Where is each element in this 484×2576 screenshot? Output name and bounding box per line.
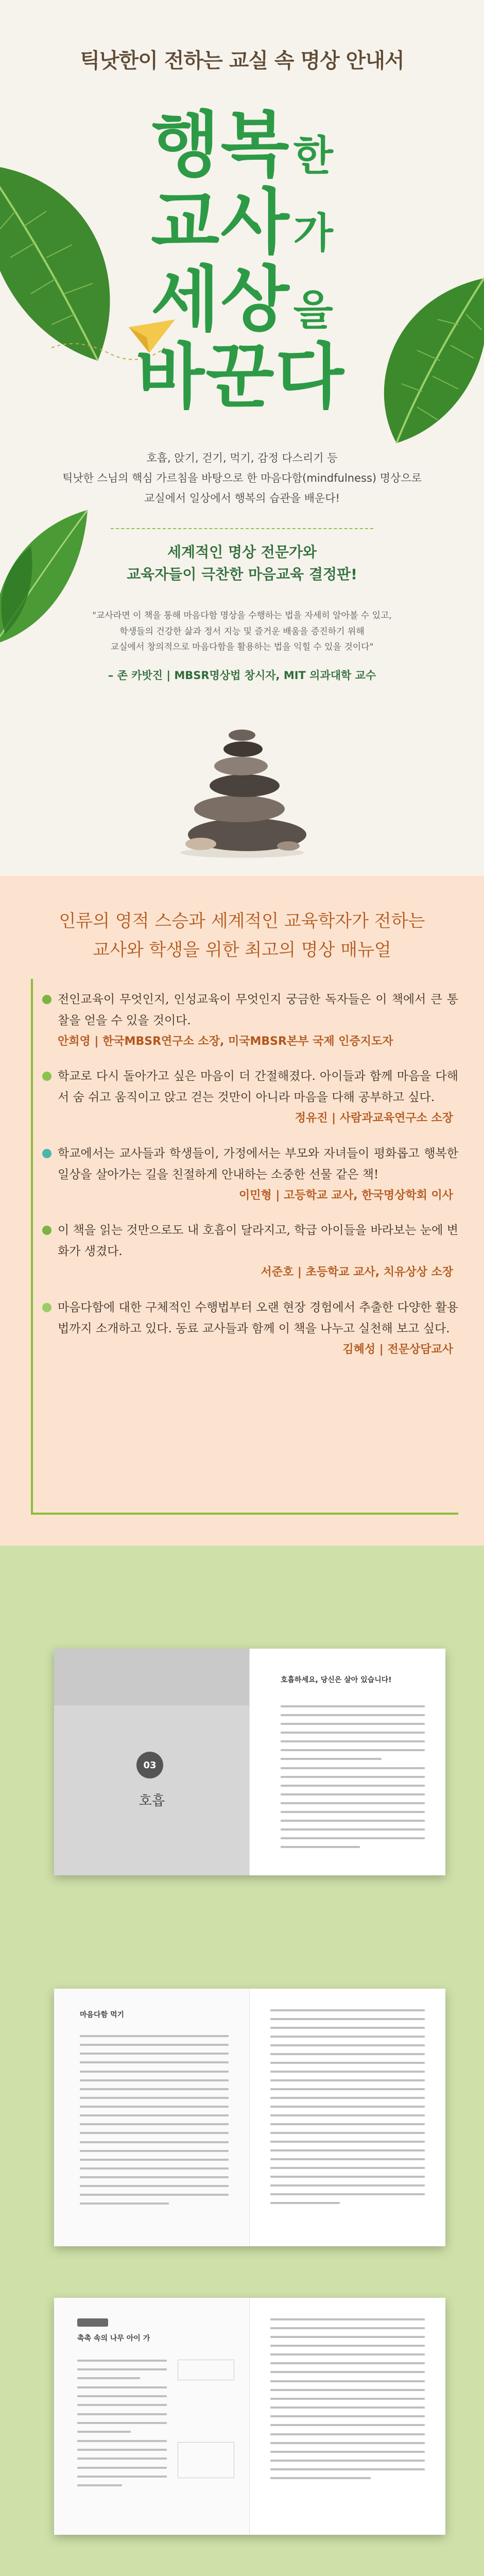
practice-page-right [250,2298,445,2535]
intro-text [0,448,484,509]
body-text-lines [281,1705,425,1855]
recommendation-text: 마음다함에 대한 구체적인 수행법부터 오랜 현장 경험에서 추출한 다양한 활용법까지 소개하고 있다. 동료 교사들과 함께 이 책을 나누고 실천해 보고 싶다. [58,1300,458,1335]
title-line-3-small: 을 [293,286,333,334]
chapter-title: 호흡 [139,1793,165,1809]
section-heading: 마음다함 먹기 [80,2011,125,2019]
quote-line: 학생들의 건강한 삶과 정서 지능 및 즐거운 배움을 증진하기 위해 [119,626,365,637]
intro-line: 틱낫한 스님의 핵심 가르침을 바탕으로 한 마음다함(mindfulness) 명상으로 [62,471,422,484]
title-line-1 [0,103,484,187]
recommendation-item [42,989,458,1052]
chapter-number-badge: 03 [136,1752,163,1778]
recommendation-list [31,979,458,1515]
book-spread-3 [54,2298,445,2535]
section-heading: 호흡하세요, 당신은 살아 있습니다! [281,1676,392,1684]
recommender-name: 안희영 | 한국MBSR연구소 소장, 미국MBSR본부 국제 인증지도자 [58,1035,393,1048]
book-spread-2 [54,1989,445,2246]
recommendation-item [42,1220,458,1282]
recommendation-item [42,1143,458,1206]
recommendation-text: 전인교육이 무엇인지, 인성교육이 무엇인지 궁금한 독자들은 이 책에서 큰 통찰을 얻을 수 있을 것이다. [58,993,458,1027]
headline-line: 교육자들이 극찬한 마음교육 결정판! [127,566,357,583]
section-heading: 촉촉 속의 나무 아이 가 [77,2334,150,2343]
bullet-dot-icon [42,1072,51,1081]
bullet-dot-icon [42,1149,51,1158]
bullet-dot-icon [42,995,51,1004]
body-text-lines [80,2035,229,2211]
quote-line: "교사라면 이 책을 통해 마음다함 명상을 수행하는 법을 자세히 알아볼 수 있고, [92,611,392,621]
title-line-2-big: 교사 [151,180,290,264]
section-divider [111,528,373,529]
recommendation-text: 학교로 다시 돌아가고 싶은 마음이 더 간절해졌다. 아이들과 함께 마음을 다해서 숨 쉬고 움직이고 앉고 걷는 것만이 아니라 마음을 다해 공부하고 싶다. [58,1070,458,1105]
headline-line: 세계적인 명상 전문가와 [167,544,317,561]
rec-title-line: 교사와 학생을 위한 최고의 명상 매뉴얼 [93,940,391,961]
stacked-stones-illustration [170,706,314,860]
page-preview-section [0,1546,484,2576]
intro-line: 교실에서 일상에서 행복의 습관을 배운다! [144,492,340,504]
body-text-lines [77,2360,167,2493]
title-line-1-big: 행복 [151,103,290,187]
title-line-2-small: 가 [293,209,333,257]
recommendation-item [42,1297,458,1360]
practice-tag-badge [77,2318,108,2327]
bullet-dot-icon [42,1226,51,1235]
hero-section [0,0,484,876]
title-line-3-big: 세상 [151,257,290,341]
intro-line: 호흡, 앉기, 걷기, 먹기, 감정 다스리기 등 [146,452,338,464]
recommendation-section [0,876,484,1546]
title-line-2 [0,180,484,264]
side-note-box [178,2442,234,2478]
quote-line: 교실에서 창의적으로 마음다함을 활용하는 법을 익힐 수 있을 것이다" [110,642,374,653]
recommendation-item [42,1066,458,1128]
recommender-name: 김혜성 | 전문상담교사 [342,1343,453,1356]
activity-page-left [54,1989,250,2246]
title-line-3 [0,257,484,341]
praise-headline [0,541,484,586]
endorsement-quote [88,608,396,655]
activity-page-right [250,1989,445,2246]
recommender-name: 정유진 | 사람과교육연구소 소장 [295,1112,453,1125]
book-subtitle: 틱낫한이 전하는 교실 속 명상 안내서 [80,49,404,73]
book-title [0,103,484,418]
recommender-name: 서준호 | 초등학교 교사, 치유상상 소장 [261,1266,453,1279]
book-spread-1 [54,1649,445,1875]
chapter-header-band [54,1649,250,1705]
quote-author: – 존 카밧진 | MBSR명상법 창시자, MIT 의과대학 교수 [108,669,376,682]
bullet-dot-icon [42,1303,51,1312]
rec-title-line: 인류의 영적 스승과 세계적인 교육학자가 전하는 [59,911,425,931]
recommender-name: 이민형 | 고등학교 교사, 한국명상학회 이사 [239,1189,453,1202]
title-line-4-big: 바꾼다 [136,334,345,418]
practice-page-left [54,2298,250,2535]
chapter-opener-page [54,1649,250,1875]
chapter-body-page [250,1649,445,1875]
body-text-lines [270,2009,425,2211]
title-line-4 [0,334,484,418]
recommendation-text: 이 책을 읽는 것만으로도 내 호흡이 달라지고, 학급 아이들을 바라보는 눈에 변화가 생겼다. [58,1224,458,1259]
recommendation-title [0,907,484,964]
body-text-lines [270,2318,425,2486]
side-note-box [178,2360,234,2380]
recommendation-text: 학교에서는 교사들과 학생들이, 가정에서는 부모와 자녀들이 평화롭고 행복한 일상을 살아가는 길을 친절하게 안내하는 소중한 선물 같은 책! [58,1146,458,1181]
title-line-1-small: 한 [293,131,333,180]
